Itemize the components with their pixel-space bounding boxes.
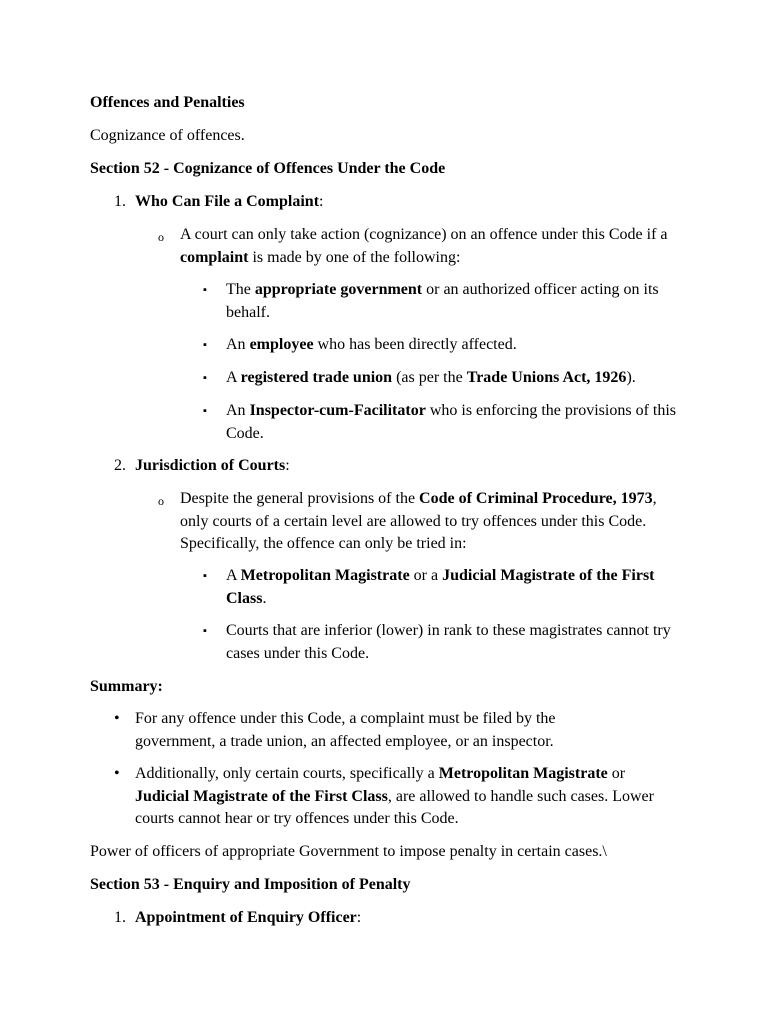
jurisdiction-paragraph: Despite the general provisions of the Code of Criminal Procedure, 1973, only courts of a certain level are allowed to try offences under this Code. Specifically, the offence can only be tried in: <box>180 490 657 552</box>
summary-heading: Summary: <box>90 678 163 695</box>
bullet-marker: ▪ <box>203 625 207 637</box>
item-enquiry-officer: Appointment of Enquiry Officer: <box>135 909 362 926</box>
section-52-heading: Section 52 - Cognizance of Offences Under the Code <box>90 160 446 177</box>
sub-list-marker: o <box>158 230 164 244</box>
list-item: A Metropolitan Magistrate or a Judicial Magistrate of the First Class. <box>226 567 655 607</box>
list-item: An employee who has been directly affected. <box>226 336 517 353</box>
list-number: 2. <box>114 457 126 474</box>
list-item: Additionally, only certain courts, specifically a Metropolitan Magistrate or Judicial Magistrate of the First Class, are allowed to handle such cases. Lower courts cannot hear or try offences under this Code. <box>135 765 654 827</box>
list-item: Courts that are inferior (lower) in rank to these magistrates cannot try cases under this Code. <box>226 622 671 662</box>
power-of-officers-text: Power of officers of appropriate Government to impose penalty in certain cases.\ <box>90 843 607 860</box>
list-item: The appropriate government or an authorized officer acting on its behalf. <box>226 281 659 321</box>
item-who-can-file: Who Can File a Complaint: <box>135 193 324 210</box>
list-number: 1. <box>114 909 126 926</box>
list-number: 1. <box>114 193 126 210</box>
item-jurisdiction: Jurisdiction of Courts: <box>135 457 290 474</box>
bullet-marker: • <box>114 710 120 727</box>
document-title: Offences and Penalties <box>90 94 245 111</box>
complaint-paragraph: A court can only take action (cognizance) on an offence under this Code if a complaint is made by one of the following: <box>180 226 668 266</box>
sub-list-marker: o <box>158 494 164 508</box>
list-item: An Inspector-cum-Facilitator who is enforcing the provisions of this Code. <box>226 402 677 442</box>
section-53-heading: Section 53 - Enquiry and Imposition of Penalty <box>90 876 411 893</box>
intro-text: Cognizance of offences. <box>90 127 245 144</box>
bullet-marker: ▪ <box>203 284 207 296</box>
bullet-marker: ▪ <box>203 339 207 351</box>
bullet-marker: ▪ <box>203 372 207 384</box>
list-item: For any offence under this Code, a complaint must be filed by the government, a trade union, an affected employee, or an inspector. <box>135 710 556 750</box>
bullet-marker: ▪ <box>203 405 207 417</box>
bullet-marker: ▪ <box>203 570 207 582</box>
list-item: A registered trade union (as per the Trade Unions Act, 1926). <box>226 369 636 386</box>
bullet-marker: • <box>114 765 120 782</box>
